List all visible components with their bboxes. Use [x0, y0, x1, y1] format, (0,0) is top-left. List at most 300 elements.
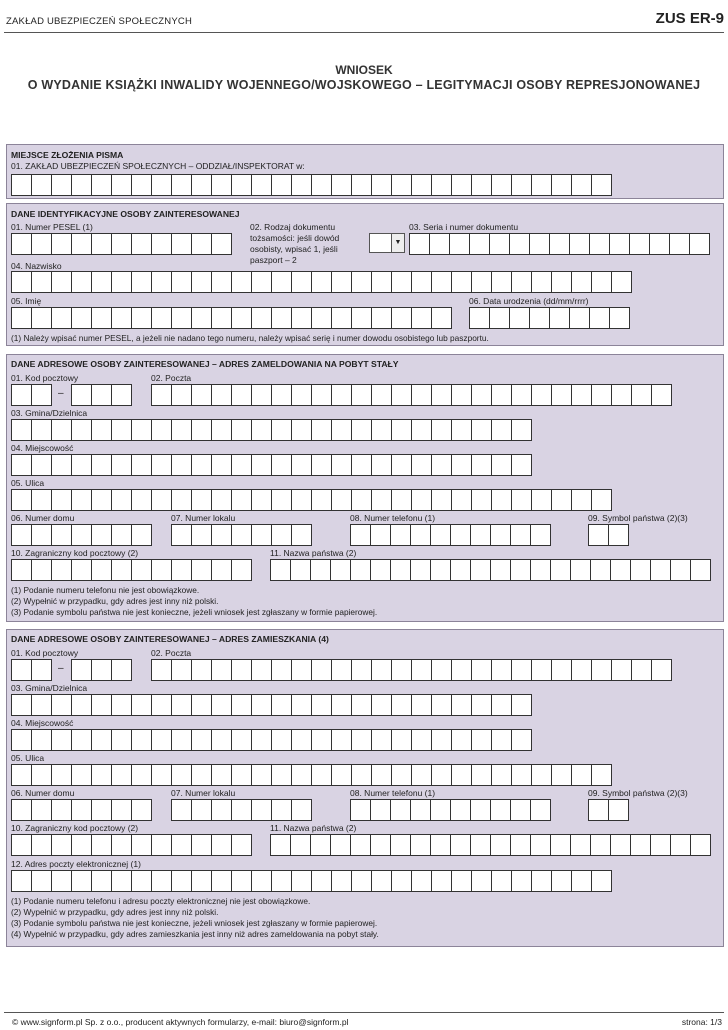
char-cell[interactable]	[232, 271, 252, 293]
char-cell[interactable]	[312, 174, 332, 196]
char-cell[interactable]	[412, 694, 432, 716]
char-cell[interactable]	[32, 233, 52, 255]
document-number-input[interactable]	[409, 233, 710, 255]
char-cell[interactable]	[392, 419, 412, 441]
char-cell[interactable]	[351, 559, 371, 581]
char-cell[interactable]	[530, 233, 550, 255]
char-cell[interactable]	[372, 174, 392, 196]
char-cell[interactable]	[312, 454, 332, 476]
char-cell[interactable]	[291, 559, 311, 581]
char-cell[interactable]	[552, 271, 572, 293]
char-cell[interactable]	[392, 454, 412, 476]
char-cell[interactable]	[351, 834, 371, 856]
char-cell[interactable]	[232, 307, 252, 329]
char-cell[interactable]	[292, 870, 312, 892]
char-cell[interactable]	[431, 559, 451, 581]
char-cell[interactable]	[570, 233, 590, 255]
char-cell[interactable]	[172, 271, 192, 293]
char-cell[interactable]	[92, 870, 112, 892]
apartment-number-input[interactable]	[171, 524, 312, 546]
surname-input[interactable]	[11, 271, 632, 293]
char-cell[interactable]	[412, 659, 432, 681]
char-cell[interactable]	[192, 729, 212, 751]
char-cell[interactable]	[72, 489, 92, 511]
char-cell[interactable]	[572, 764, 592, 786]
char-cell[interactable]	[172, 307, 192, 329]
char-cell[interactable]	[332, 271, 352, 293]
char-cell[interactable]	[112, 174, 132, 196]
char-cell[interactable]	[271, 559, 291, 581]
char-cell[interactable]	[252, 799, 272, 821]
char-cell[interactable]	[272, 174, 292, 196]
char-cell[interactable]	[12, 233, 32, 255]
char-cell[interactable]	[12, 489, 32, 511]
char-cell[interactable]	[152, 419, 172, 441]
char-cell[interactable]	[52, 834, 72, 856]
char-cell[interactable]	[471, 799, 491, 821]
char-cell[interactable]	[192, 419, 212, 441]
char-cell[interactable]	[32, 419, 52, 441]
char-cell[interactable]	[132, 419, 152, 441]
char-cell[interactable]	[112, 799, 132, 821]
char-cell[interactable]	[192, 233, 212, 255]
char-cell[interactable]	[312, 694, 332, 716]
char-cell[interactable]	[132, 764, 152, 786]
char-cell[interactable]	[412, 174, 432, 196]
char-cell[interactable]	[671, 559, 691, 581]
char-cell[interactable]	[512, 489, 532, 511]
char-cell[interactable]	[52, 307, 72, 329]
char-cell[interactable]	[572, 659, 592, 681]
char-cell[interactable]	[492, 454, 512, 476]
char-cell[interactable]	[691, 559, 711, 581]
char-cell[interactable]	[371, 524, 391, 546]
char-cell[interactable]	[352, 729, 372, 751]
char-cell[interactable]	[92, 524, 112, 546]
char-cell[interactable]	[392, 384, 412, 406]
char-cell[interactable]	[172, 454, 192, 476]
char-cell[interactable]	[32, 764, 52, 786]
char-cell[interactable]	[372, 271, 392, 293]
char-cell[interactable]	[52, 870, 72, 892]
char-cell[interactable]	[691, 834, 711, 856]
char-cell[interactable]	[612, 384, 632, 406]
char-cell[interactable]	[232, 694, 252, 716]
char-cell[interactable]	[132, 834, 152, 856]
char-cell[interactable]	[512, 454, 532, 476]
char-cell[interactable]	[352, 764, 372, 786]
char-cell[interactable]	[551, 834, 571, 856]
char-cell[interactable]	[612, 659, 632, 681]
char-cell[interactable]	[372, 307, 392, 329]
char-cell[interactable]	[152, 559, 172, 581]
char-cell[interactable]	[132, 524, 152, 546]
char-cell[interactable]	[252, 489, 272, 511]
char-cell[interactable]	[671, 834, 691, 856]
char-cell[interactable]	[612, 271, 632, 293]
char-cell[interactable]	[372, 870, 392, 892]
birth-date-input[interactable]	[469, 307, 630, 329]
char-cell[interactable]	[92, 799, 112, 821]
char-cell[interactable]	[452, 489, 472, 511]
char-cell[interactable]	[272, 271, 292, 293]
char-cell[interactable]	[192, 384, 212, 406]
foreign-postal-code-input[interactable]	[11, 834, 252, 856]
char-cell[interactable]	[432, 489, 452, 511]
char-cell[interactable]	[472, 659, 492, 681]
char-cell[interactable]	[392, 729, 412, 751]
char-cell[interactable]	[609, 524, 629, 546]
char-cell[interactable]	[192, 870, 212, 892]
char-cell[interactable]	[172, 870, 192, 892]
char-cell[interactable]	[532, 384, 552, 406]
char-cell[interactable]	[92, 764, 112, 786]
char-cell[interactable]	[332, 454, 352, 476]
char-cell[interactable]	[272, 764, 292, 786]
char-cell[interactable]	[431, 799, 451, 821]
pesel-input[interactable]	[11, 233, 232, 255]
char-cell[interactable]	[451, 559, 471, 581]
char-cell[interactable]	[372, 659, 392, 681]
char-cell[interactable]	[192, 694, 212, 716]
char-cell[interactable]	[12, 694, 32, 716]
char-cell[interactable]	[571, 559, 591, 581]
char-cell[interactable]	[152, 233, 172, 255]
char-cell[interactable]	[472, 384, 492, 406]
street-input[interactable]	[11, 489, 612, 511]
char-cell[interactable]	[512, 419, 532, 441]
char-cell[interactable]	[512, 764, 532, 786]
char-cell[interactable]	[592, 489, 612, 511]
apartment-number-input[interactable]	[171, 799, 312, 821]
char-cell[interactable]	[232, 729, 252, 751]
char-cell[interactable]	[332, 419, 352, 441]
char-cell[interactable]	[412, 271, 432, 293]
char-cell[interactable]	[12, 659, 32, 681]
char-cell[interactable]	[132, 271, 152, 293]
char-cell[interactable]	[212, 271, 232, 293]
postal-code-part1[interactable]	[11, 659, 52, 681]
char-cell[interactable]	[472, 489, 492, 511]
char-cell[interactable]	[352, 659, 372, 681]
char-cell[interactable]	[332, 384, 352, 406]
char-cell[interactable]	[610, 307, 630, 329]
char-cell[interactable]	[252, 694, 272, 716]
char-cell[interactable]	[512, 729, 532, 751]
char-cell[interactable]	[292, 524, 312, 546]
char-cell[interactable]	[112, 870, 132, 892]
char-cell[interactable]	[252, 524, 272, 546]
char-cell[interactable]	[232, 524, 252, 546]
char-cell[interactable]	[552, 174, 572, 196]
char-cell[interactable]	[272, 694, 292, 716]
char-cell[interactable]	[132, 233, 152, 255]
char-cell[interactable]	[132, 489, 152, 511]
char-cell[interactable]	[192, 659, 212, 681]
char-cell[interactable]	[212, 233, 232, 255]
char-cell[interactable]	[252, 870, 272, 892]
char-cell[interactable]	[392, 489, 412, 511]
char-cell[interactable]	[530, 307, 550, 329]
char-cell[interactable]	[32, 559, 52, 581]
char-cell[interactable]	[252, 729, 272, 751]
char-cell[interactable]	[212, 454, 232, 476]
char-cell[interactable]	[72, 524, 92, 546]
char-cell[interactable]	[492, 271, 512, 293]
char-cell[interactable]	[292, 271, 312, 293]
foreign-postal-code-input[interactable]	[11, 559, 252, 581]
char-cell[interactable]	[532, 271, 552, 293]
char-cell[interactable]	[512, 659, 532, 681]
char-cell[interactable]	[572, 174, 592, 196]
char-cell[interactable]	[371, 799, 391, 821]
char-cell[interactable]	[292, 384, 312, 406]
char-cell[interactable]	[391, 559, 411, 581]
char-cell[interactable]	[372, 489, 392, 511]
char-cell[interactable]	[531, 834, 551, 856]
char-cell[interactable]	[192, 834, 212, 856]
char-cell[interactable]	[432, 764, 452, 786]
char-cell[interactable]	[432, 419, 452, 441]
char-cell[interactable]	[32, 307, 52, 329]
first-name-input[interactable]	[11, 307, 452, 329]
char-cell[interactable]	[512, 694, 532, 716]
char-cell[interactable]	[172, 233, 192, 255]
char-cell[interactable]	[371, 559, 391, 581]
char-cell[interactable]	[492, 764, 512, 786]
phone-input[interactable]	[350, 524, 551, 546]
char-cell[interactable]	[291, 834, 311, 856]
char-cell[interactable]	[352, 489, 372, 511]
char-cell[interactable]	[592, 870, 612, 892]
char-cell[interactable]	[12, 307, 32, 329]
char-cell[interactable]	[532, 764, 552, 786]
char-cell[interactable]	[572, 489, 592, 511]
char-cell[interactable]	[432, 174, 452, 196]
char-cell[interactable]	[292, 489, 312, 511]
document-type-select[interactable]	[369, 233, 405, 253]
char-cell[interactable]	[470, 233, 490, 255]
char-cell[interactable]	[152, 454, 172, 476]
char-cell[interactable]	[52, 729, 72, 751]
char-cell[interactable]	[192, 307, 212, 329]
char-cell[interactable]	[312, 384, 332, 406]
char-cell[interactable]	[492, 174, 512, 196]
char-cell[interactable]	[112, 559, 132, 581]
char-cell[interactable]	[52, 489, 72, 511]
char-cell[interactable]	[492, 729, 512, 751]
char-cell[interactable]	[232, 834, 252, 856]
char-cell[interactable]	[511, 834, 531, 856]
char-cell[interactable]	[72, 799, 92, 821]
char-cell[interactable]	[92, 694, 112, 716]
char-cell[interactable]	[510, 233, 530, 255]
char-cell[interactable]	[192, 174, 212, 196]
char-cell[interactable]	[292, 659, 312, 681]
char-cell[interactable]	[312, 419, 332, 441]
char-cell[interactable]	[391, 799, 411, 821]
char-cell[interactable]	[550, 307, 570, 329]
char-cell[interactable]	[332, 729, 352, 751]
char-cell[interactable]	[312, 271, 332, 293]
char-cell[interactable]	[212, 524, 232, 546]
char-cell[interactable]	[92, 384, 112, 406]
char-cell[interactable]	[552, 384, 572, 406]
municipality-input[interactable]	[11, 419, 532, 441]
char-cell[interactable]	[372, 454, 392, 476]
char-cell[interactable]	[332, 764, 352, 786]
char-cell[interactable]	[72, 834, 92, 856]
char-cell[interactable]	[651, 559, 671, 581]
char-cell[interactable]	[492, 694, 512, 716]
char-cell[interactable]	[252, 384, 272, 406]
char-cell[interactable]	[172, 659, 192, 681]
char-cell[interactable]	[212, 799, 232, 821]
char-cell[interactable]	[352, 307, 372, 329]
char-cell[interactable]	[392, 659, 412, 681]
char-cell[interactable]	[412, 307, 432, 329]
char-cell[interactable]	[471, 524, 491, 546]
char-cell[interactable]	[132, 559, 152, 581]
char-cell[interactable]	[272, 729, 292, 751]
char-cell[interactable]	[511, 799, 531, 821]
house-number-input[interactable]	[11, 524, 152, 546]
char-cell[interactable]	[492, 384, 512, 406]
char-cell[interactable]	[591, 834, 611, 856]
char-cell[interactable]	[112, 384, 132, 406]
char-cell[interactable]	[112, 419, 132, 441]
char-cell[interactable]	[192, 799, 212, 821]
char-cell[interactable]	[72, 659, 92, 681]
char-cell[interactable]	[352, 174, 372, 196]
char-cell[interactable]	[272, 384, 292, 406]
char-cell[interactable]	[72, 729, 92, 751]
char-cell[interactable]	[352, 454, 372, 476]
char-cell[interactable]	[511, 559, 531, 581]
char-cell[interactable]	[192, 489, 212, 511]
char-cell[interactable]	[512, 174, 532, 196]
char-cell[interactable]	[391, 524, 411, 546]
char-cell[interactable]	[451, 524, 471, 546]
char-cell[interactable]	[72, 454, 92, 476]
char-cell[interactable]	[651, 834, 671, 856]
char-cell[interactable]	[72, 870, 92, 892]
char-cell[interactable]	[470, 307, 490, 329]
char-cell[interactable]	[212, 870, 232, 892]
char-cell[interactable]	[92, 307, 112, 329]
char-cell[interactable]	[431, 834, 451, 856]
char-cell[interactable]	[690, 233, 710, 255]
char-cell[interactable]	[152, 764, 172, 786]
char-cell[interactable]	[572, 870, 592, 892]
char-cell[interactable]	[592, 659, 612, 681]
char-cell[interactable]	[552, 764, 572, 786]
country-symbol-input[interactable]	[588, 799, 629, 821]
char-cell[interactable]	[491, 559, 511, 581]
char-cell[interactable]	[630, 233, 650, 255]
char-cell[interactable]	[112, 764, 132, 786]
char-cell[interactable]	[491, 524, 511, 546]
char-cell[interactable]	[32, 799, 52, 821]
char-cell[interactable]	[352, 384, 372, 406]
char-cell[interactable]	[72, 694, 92, 716]
char-cell[interactable]	[232, 454, 252, 476]
char-cell[interactable]	[152, 659, 172, 681]
char-cell[interactable]	[351, 524, 371, 546]
char-cell[interactable]	[372, 729, 392, 751]
char-cell[interactable]	[412, 454, 432, 476]
char-cell[interactable]	[252, 174, 272, 196]
char-cell[interactable]	[112, 307, 132, 329]
char-cell[interactable]	[152, 489, 172, 511]
char-cell[interactable]	[12, 271, 32, 293]
char-cell[interactable]	[452, 419, 472, 441]
char-cell[interactable]	[32, 834, 52, 856]
char-cell[interactable]	[212, 729, 232, 751]
char-cell[interactable]	[450, 233, 470, 255]
char-cell[interactable]	[392, 870, 412, 892]
char-cell[interactable]	[652, 384, 672, 406]
char-cell[interactable]	[172, 834, 192, 856]
char-cell[interactable]	[312, 659, 332, 681]
char-cell[interactable]	[411, 559, 431, 581]
char-cell[interactable]	[452, 729, 472, 751]
char-cell[interactable]	[12, 174, 32, 196]
char-cell[interactable]	[332, 174, 352, 196]
char-cell[interactable]	[592, 271, 612, 293]
char-cell[interactable]	[352, 870, 372, 892]
char-cell[interactable]	[472, 174, 492, 196]
char-cell[interactable]	[72, 271, 92, 293]
city-input[interactable]	[11, 729, 532, 751]
char-cell[interactable]	[292, 764, 312, 786]
char-cell[interactable]	[352, 694, 372, 716]
char-cell[interactable]	[531, 559, 551, 581]
char-cell[interactable]	[112, 659, 132, 681]
char-cell[interactable]	[132, 454, 152, 476]
char-cell[interactable]	[491, 834, 511, 856]
char-cell[interactable]	[271, 834, 291, 856]
char-cell[interactable]	[511, 524, 531, 546]
char-cell[interactable]	[92, 729, 112, 751]
char-cell[interactable]	[352, 419, 372, 441]
char-cell[interactable]	[412, 729, 432, 751]
char-cell[interactable]	[272, 799, 292, 821]
char-cell[interactable]	[332, 659, 352, 681]
char-cell[interactable]	[372, 764, 392, 786]
char-cell[interactable]	[172, 694, 192, 716]
char-cell[interactable]	[311, 559, 331, 581]
char-cell[interactable]	[52, 271, 72, 293]
char-cell[interactable]	[232, 489, 252, 511]
street-input[interactable]	[11, 764, 612, 786]
char-cell[interactable]	[572, 384, 592, 406]
char-cell[interactable]	[471, 834, 491, 856]
char-cell[interactable]	[172, 764, 192, 786]
char-cell[interactable]	[452, 694, 472, 716]
char-cell[interactable]	[232, 559, 252, 581]
char-cell[interactable]	[212, 834, 232, 856]
char-cell[interactable]	[12, 419, 32, 441]
char-cell[interactable]	[392, 764, 412, 786]
char-cell[interactable]	[312, 729, 332, 751]
char-cell[interactable]	[411, 799, 431, 821]
char-cell[interactable]	[452, 454, 472, 476]
char-cell[interactable]	[212, 559, 232, 581]
char-cell[interactable]	[112, 489, 132, 511]
char-cell[interactable]	[152, 174, 172, 196]
post-office-input[interactable]	[151, 384, 672, 406]
